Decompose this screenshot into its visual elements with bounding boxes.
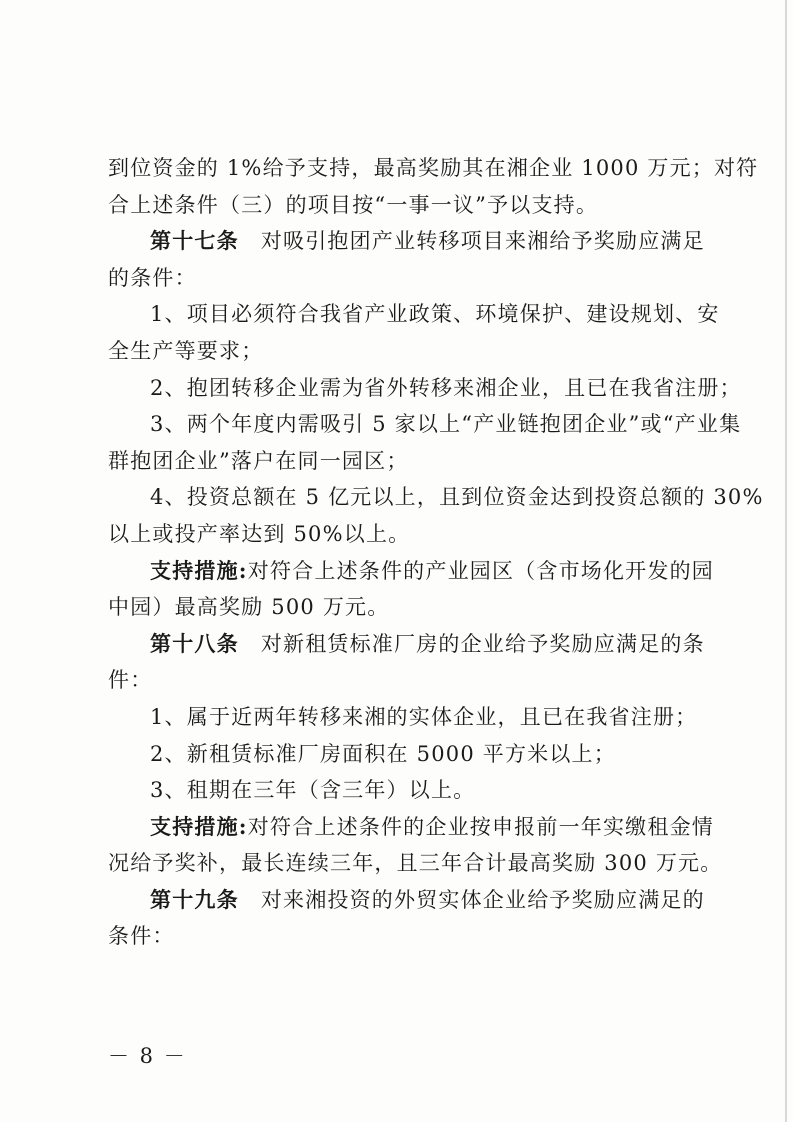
support-measure-text: 对符合上述条件的企业按申报前一年实缴租金情 (247, 814, 714, 839)
article-19-text: 对来湘投资的外贸实体企业给予奖励应满足的 (260, 887, 705, 912)
body-line: 的条件： (108, 265, 197, 290)
article-17-heading-line (108, 223, 705, 260)
condition-item: 3、两个年度内需吸引 5 家以上“产业链抱团企业”或“产业集 (150, 412, 742, 437)
article-18-heading-line (108, 626, 705, 663)
article-19-heading-line (108, 882, 705, 919)
condition-item: 4、投资总额在 5 亿元以上，且到位资金达到投资总额的 30% (150, 485, 764, 510)
article-19-label: 第十九条 (150, 886, 239, 912)
condition-item: 1、属于近两年转移来湘的实体企业，且已在我省注册； (150, 704, 698, 729)
support-measure-label: 支持措施: (150, 557, 248, 583)
support-measure-label: 支持措施: (150, 813, 248, 839)
support-measure-line (108, 809, 714, 846)
body-line: 况给予奖补，最长连续三年，且三年合计最高奖励 300 万元。 (108, 851, 723, 876)
body-line: 中园）最高奖励 500 万元。 (108, 595, 390, 620)
body-line: 群抱团企业”落户在同一园区； (108, 448, 409, 473)
document-body (108, 150, 764, 955)
condition-item: 2、新租赁标准厂房面积在 5000 平方米以上； (150, 741, 616, 766)
condition-item: 2、抱团转移企业需为省外转移来湘企业，且已在我省注册； (150, 375, 742, 400)
support-measure-text: 对符合上述条件的产业园区（含市场化开发的园 (247, 558, 714, 583)
condition-item: 1、项目必须符合我省产业政策、环境保护、建设规划、安 (150, 302, 720, 327)
body-line: 件： (108, 668, 153, 693)
page-number: － 8 － (108, 1044, 187, 1068)
support-measure-line (108, 553, 714, 590)
body-line: 以上或投产率达到 50%以上。 (108, 521, 411, 546)
scan-edge-line (785, 0, 787, 1122)
article-18-label: 第十八条 (150, 630, 239, 656)
body-line: 到位资金的 1%给予支持，最高奖励其在湘企业 1000 万元；对符 (108, 156, 759, 180)
body-line: 条件： (108, 924, 175, 949)
article-17-label: 第十七条 (150, 228, 239, 254)
condition-item: 3、租期在三年（含三年）以上。 (150, 778, 476, 803)
body-line: 全生产等要求； (108, 338, 264, 363)
body-line: 合上述条件（三）的项目按“一事一议”予以支持。 (108, 192, 599, 217)
article-17-text: 对吸引抱团产业转移项目来湘给予奖励应满足 (260, 229, 705, 254)
article-18-text: 对新租赁标准厂房的企业给予奖励应满足的条 (260, 631, 705, 656)
